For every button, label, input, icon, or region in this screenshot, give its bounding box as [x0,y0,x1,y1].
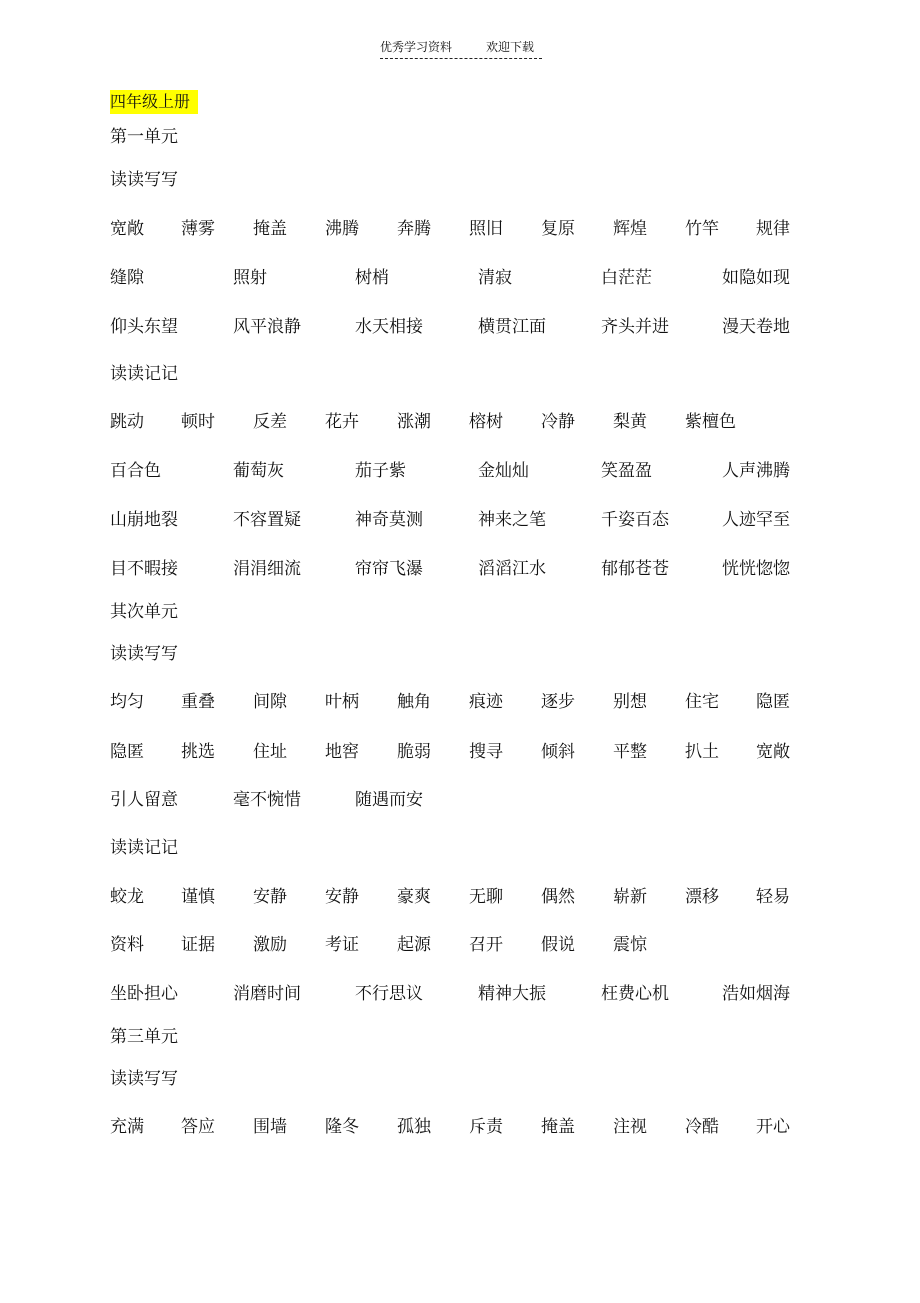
vocab-row [110,934,810,958]
vocab-word: 挑选 [181,742,215,762]
vocab-row [110,218,810,242]
vocab-word: 照旧 [469,219,503,239]
vocab-word: 毫不惋惜 [233,790,301,810]
vocab-word: 随遇而安 [355,790,423,810]
vocab-word: 恍恍惚惚 [722,559,790,579]
subsection-read-write-1: 读读写写 [110,170,178,190]
vocab-word: 震惊 [613,935,647,955]
vocab-row [110,460,810,484]
vocab-word: 紫檀色 [685,412,736,432]
vocab-word: 百合色 [110,461,161,481]
vocab-word: 树梢 [355,268,389,288]
vocab-word: 冷酷 [685,1117,719,1137]
vocab-word: 豪爽 [397,887,431,907]
vocab-word: 开心 [756,1117,790,1137]
vocab-word: 痕迹 [469,692,503,712]
vocab-word: 茄子紫 [355,461,406,481]
vocab-word: 涓涓细流 [233,559,301,579]
vocab-word: 横贯江面 [478,317,546,337]
vocab-word: 叶柄 [325,692,359,712]
vocab-word: 考证 [325,935,359,955]
vocab-word: 地窖 [325,742,359,762]
vocab-word: 谨慎 [181,887,215,907]
vocab-word: 清寂 [478,268,512,288]
vocab-row [110,886,810,910]
vocab-word: 触角 [397,692,431,712]
vocab-word: 隐匿 [756,692,790,712]
vocab-word: 起源 [397,935,431,955]
vocab-word: 葡萄灰 [233,461,284,481]
vocab-word: 规律 [756,219,790,239]
vocab-word: 围墙 [253,1117,287,1137]
section-unit-2: 其次单元 [110,602,178,622]
vocab-word: 神来之笔 [478,510,546,530]
vocab-word: 崭新 [613,887,647,907]
vocab-row [110,558,810,582]
vocab-word: 辉煌 [613,219,647,239]
vocab-word: 郁郁苍苍 [601,559,669,579]
vocab-word: 搜寻 [469,742,503,762]
subsection-read-remember-1: 读读记记 [110,364,178,384]
vocab-word: 安静 [253,887,287,907]
vocab-row [110,316,810,340]
vocab-word: 白茫茫 [601,268,652,288]
subsection-read-write-2: 读读写写 [110,644,178,664]
vocab-word: 顿时 [181,412,215,432]
vocab-word: 花卉 [325,412,359,432]
section-unit-3: 第三单元 [110,1027,178,1047]
vocab-word: 资料 [110,935,144,955]
vocab-word: 风平浪静 [233,317,301,337]
vocab-word: 斥责 [469,1117,503,1137]
vocab-word: 梨黄 [613,412,647,432]
vocab-word: 涨潮 [397,412,431,432]
subsection-read-remember-2: 读读记记 [110,838,178,858]
vocab-word: 隐匿 [110,742,144,762]
vocab-word: 掩盖 [253,219,287,239]
vocab-word: 反差 [253,412,287,432]
section-unit-1: 第一单元 [110,127,178,147]
vocab-word: 间隙 [253,692,287,712]
vocab-word: 枉费心机 [601,984,669,1004]
vocab-word: 榕树 [469,412,503,432]
vocab-word: 漂移 [685,887,719,907]
vocab-word: 缝隙 [110,268,144,288]
vocab-word: 跳动 [110,412,144,432]
vocab-row [110,691,810,715]
vocab-word: 照射 [233,268,267,288]
vocab-word: 轻易 [756,887,790,907]
vocab-row [110,1116,810,1140]
vocab-word: 宽敞 [756,742,790,762]
vocab-word: 别想 [613,692,647,712]
vocab-word: 召开 [469,935,503,955]
vocab-word: 复原 [541,219,575,239]
vocab-word: 千姿百态 [601,510,669,530]
vocab-word: 证据 [181,935,215,955]
vocab-word: 沸腾 [325,219,359,239]
vocab-word: 住宅 [685,692,719,712]
vocab-word: 均匀 [110,692,144,712]
vocab-word: 仰头东望 [110,317,178,337]
vocab-word: 齐头并进 [601,317,669,337]
header-right-text: 欢迎下载 [486,40,535,54]
vocab-word: 答应 [181,1117,215,1137]
vocab-word: 人迹罕至 [722,510,790,530]
vocab-word: 奔腾 [397,219,431,239]
vocab-row [110,789,810,813]
vocab-word: 宽敞 [110,219,144,239]
vocab-word: 冷静 [541,412,575,432]
vocab-word: 逐步 [541,692,575,712]
vocab-word: 人声沸腾 [722,461,790,481]
vocab-word: 如隐如现 [722,268,790,288]
vocab-row [110,267,810,291]
vocab-word: 注视 [613,1117,647,1137]
vocab-word: 漫天卷地 [722,317,790,337]
vocab-word: 滔滔江水 [478,559,546,579]
vocab-word: 蛟龙 [110,887,144,907]
vocab-word: 掩盖 [541,1117,575,1137]
vocab-word: 水天相接 [355,317,423,337]
vocab-word: 帘帘飞瀑 [355,559,423,579]
grade-title: 四年级上册 [110,90,198,114]
vocab-word: 激励 [253,935,287,955]
page-header [380,38,542,59]
vocab-word: 住址 [253,742,287,762]
vocab-word: 不容置疑 [233,510,301,530]
vocab-word: 金灿灿 [478,461,529,481]
vocab-word: 神奇莫测 [355,510,423,530]
vocab-word: 安静 [325,887,359,907]
vocab-word: 脆弱 [397,742,431,762]
vocab-word: 笑盈盈 [601,461,652,481]
vocab-word: 薄雾 [181,219,215,239]
vocab-word: 不行思议 [355,984,423,1004]
vocab-word: 无聊 [469,887,503,907]
vocab-row [110,411,810,435]
vocab-word: 山崩地裂 [110,510,178,530]
vocab-word: 倾斜 [541,742,575,762]
vocab-word: 坐卧担心 [110,984,178,1004]
vocab-word: 消磨时间 [233,984,301,1004]
vocab-word: 竹竿 [685,219,719,239]
vocab-word: 偶然 [541,887,575,907]
vocab-word: 假说 [541,935,575,955]
vocab-word: 孤独 [397,1117,431,1137]
vocab-word: 精神大振 [478,984,546,1004]
vocab-word: 隆冬 [325,1117,359,1137]
vocab-word: 充满 [110,1117,144,1137]
header-left-text: 优秀学习资料 [380,40,453,54]
vocab-word: 引人留意 [110,790,178,810]
vocab-word: 扒土 [685,742,719,762]
vocab-word: 重叠 [181,692,215,712]
vocab-row [110,983,810,1007]
vocab-word: 浩如烟海 [722,984,790,1004]
subsection-read-write-3: 读读写写 [110,1069,178,1089]
vocab-row [110,741,810,765]
vocab-row [110,509,810,533]
vocab-word: 目不暇接 [110,559,178,579]
vocab-word: 平整 [613,742,647,762]
